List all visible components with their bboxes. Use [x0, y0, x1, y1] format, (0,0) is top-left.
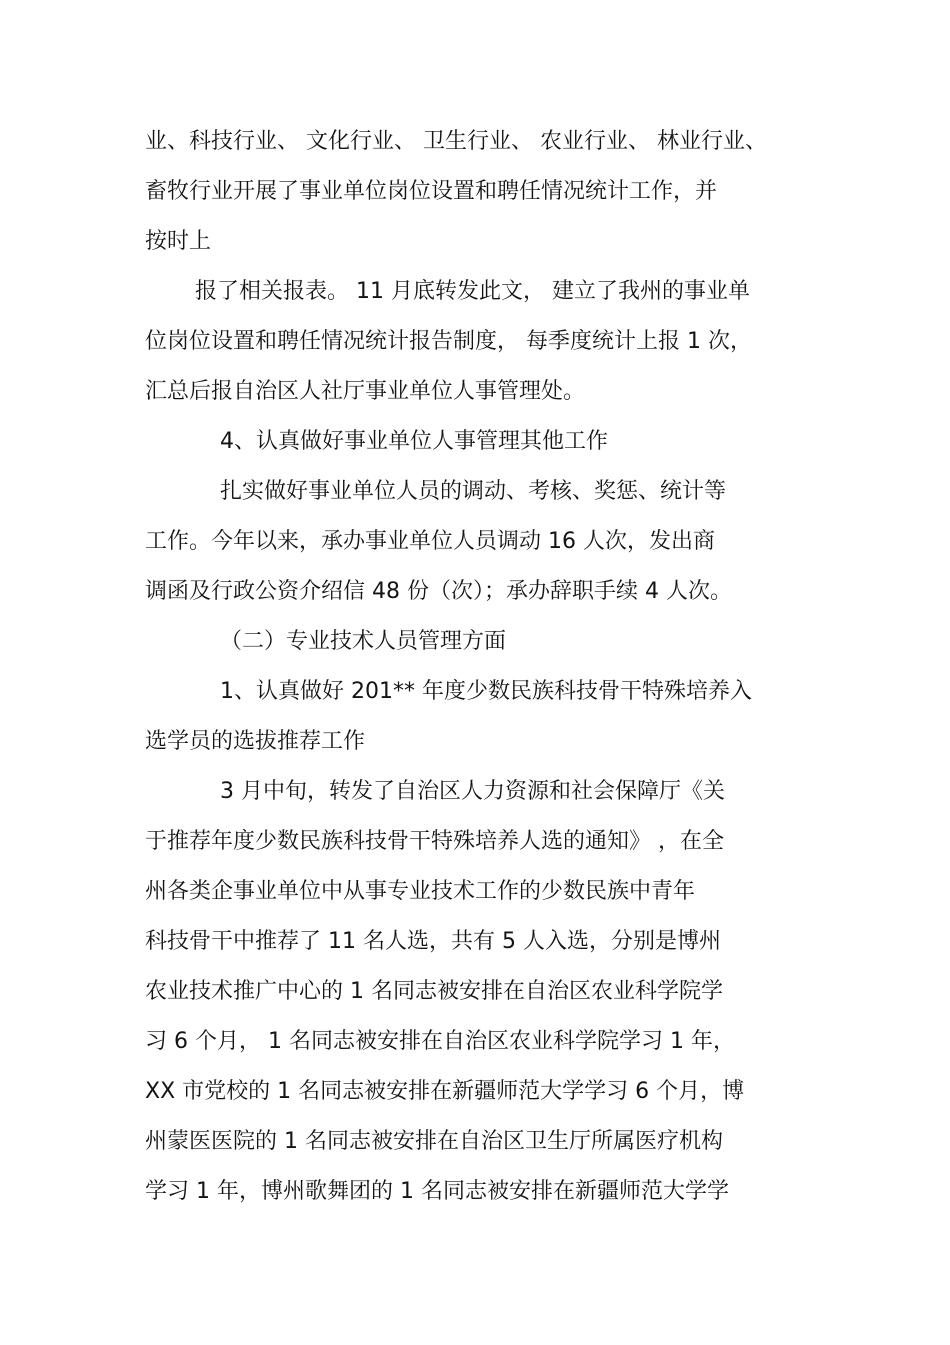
text-line-2: 畜牧行业开展了事业单位岗位设置和聘任情况统计工作，并 [145, 179, 718, 204]
text-line-10: 调函及行政公资介绍信 48 份（次）；承办辞职手续 4 人次。 [145, 579, 732, 604]
text-line-13: 选学员的选拔推荐工作 [145, 729, 366, 754]
text-line-4: 报了相关报表。 11 月底转发此文， 建立了我州的事业单 [195, 279, 750, 304]
text-line-9: 工作。今年以来，承办事业单位人员调动 16 人次，发出商 [145, 529, 715, 554]
text-line-6: 汇总后报自治区人社厅事业单位人事管理处。 [145, 379, 586, 404]
text-line-14: 3 月中旬，转发了自治区人力资源和社会保障厅《关 [220, 779, 725, 804]
text-line-16: 州各类企事业单位中从事专业技术工作的少数民族中青年 [145, 879, 696, 904]
subsection-heading-1: 1、认真做好 201** 年度少数民族科技骨干特殊培养入 [220, 679, 752, 704]
text-line-3: 按时上 [145, 229, 212, 254]
text-line-21: 州蒙医医院的 1 名同志被安排在自治区卫生厅所属医疗机构 [145, 1129, 723, 1154]
text-line-8: 扎实做好事业单位人员的调动、考核、奖惩、统计等 [220, 479, 727, 504]
text-line-1: 业、科技行业、 文化行业、 卫生行业、 农业行业、 林业行业、 [145, 129, 767, 154]
text-line-5: 位岗位设置和聘任情况统计报告制度， 每季度统计上报 1 次， [145, 329, 752, 354]
section-heading-4: 4、认真做好事业单位人事管理其他工作 [220, 429, 608, 454]
text-line-18: 农业技术推广中心的 1 名同志被安排在自治区农业科学院学 [145, 979, 723, 1004]
section-heading-2: （二）专业技术人员管理方面 [220, 629, 507, 654]
text-line-15: 于推荐年度少数民族科技骨干特殊培养人选的通知》 ，在全 [145, 829, 724, 854]
text-line-19: 习 6 个月， 1 名同志被安排在自治区农业科学院学习 1 年， [145, 1029, 735, 1054]
text-line-20: XX 市党校的 1 名同志被安排在新疆师范大学学习 6 个月，博 [145, 1079, 745, 1104]
text-line-17: 科技骨干中推荐了 11 名人选，共有 5 人入选，分别是博州 [145, 929, 721, 954]
text-line-22: 学习 1 年，博州歌舞团的 1 名同志被安排在新疆师范大学学 [145, 1179, 729, 1204]
